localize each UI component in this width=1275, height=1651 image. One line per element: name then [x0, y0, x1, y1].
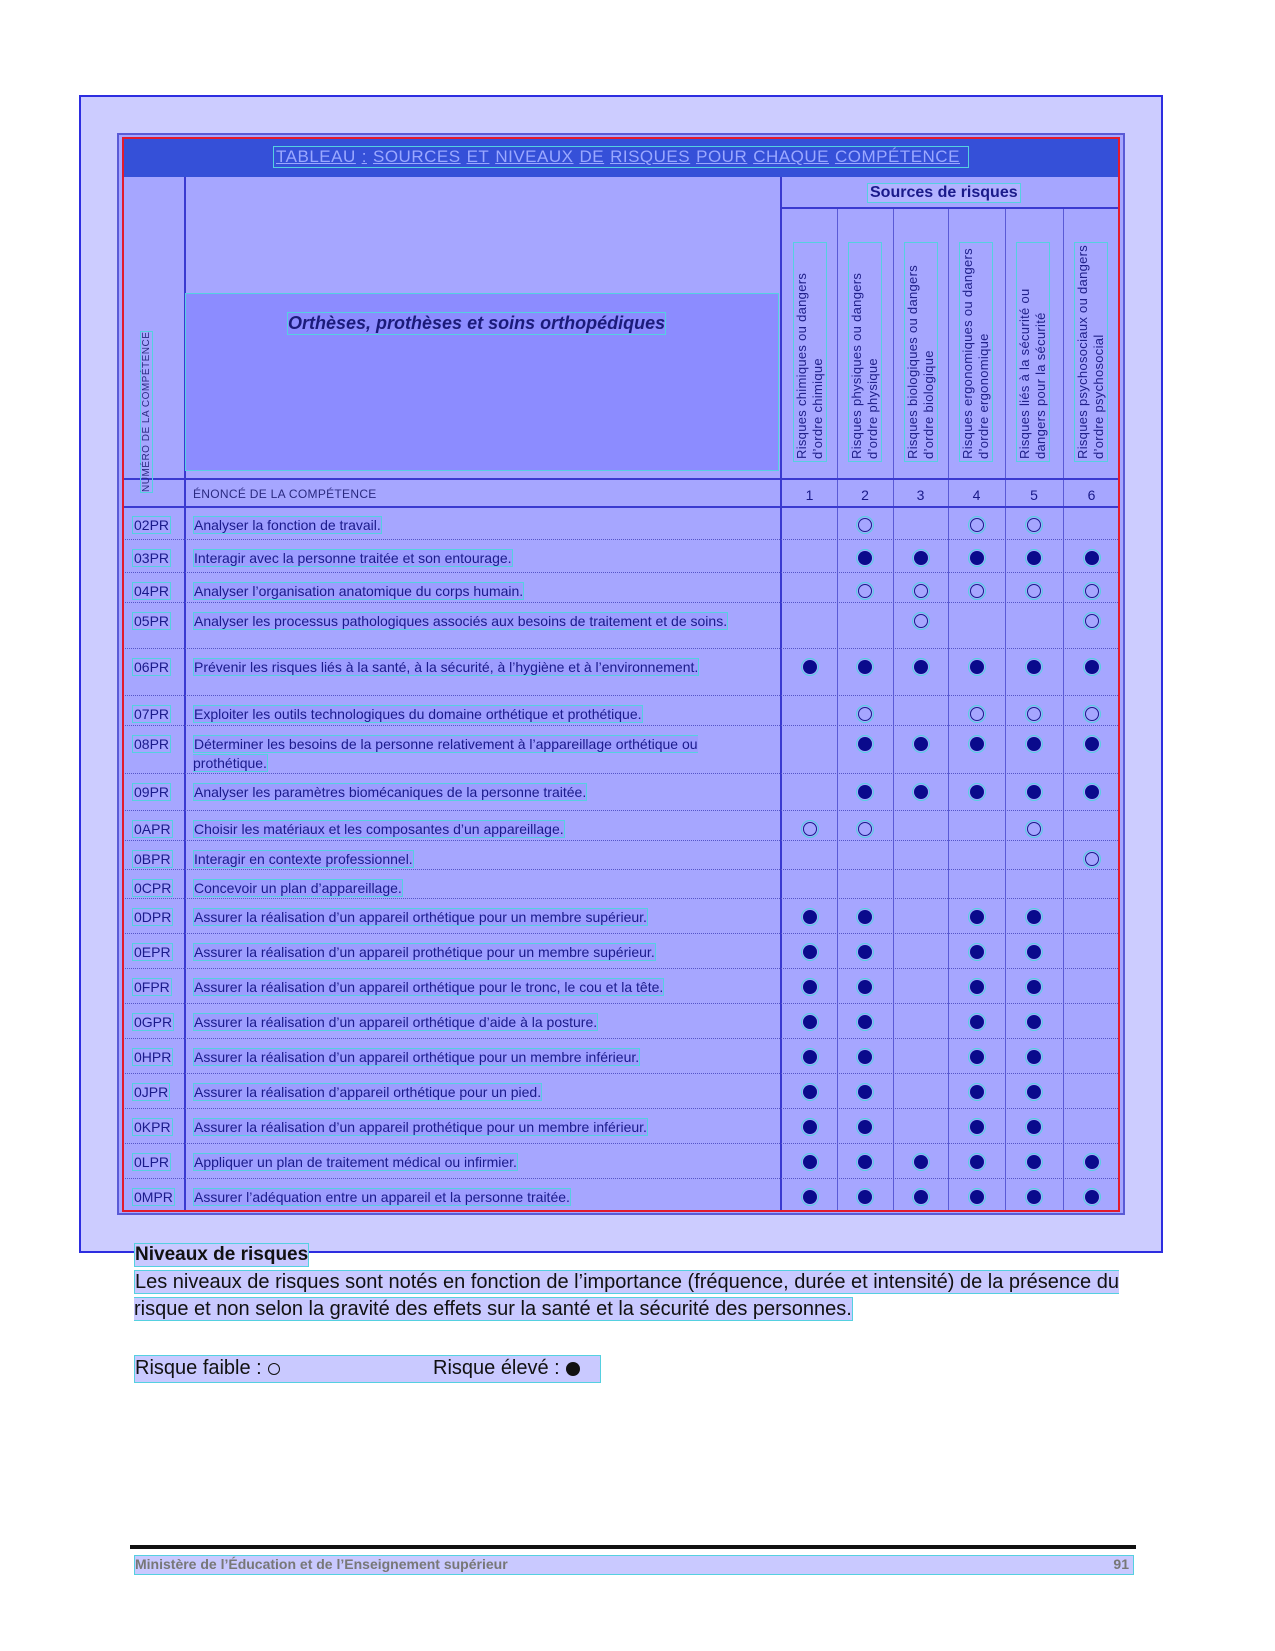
niveaux-title: Niveaux de risques — [135, 1244, 309, 1265]
high-risk-icon — [803, 1085, 817, 1099]
low-risk-icon — [1027, 584, 1041, 598]
competence-code: 05PR — [134, 613, 170, 629]
competence-statement-text: Appliquer un plan de traitement médical ou infirmier. — [194, 1154, 517, 1170]
high-risk-icon — [858, 1015, 872, 1029]
niveaux-paragraph: Les niveaux de risques sont notés en fonction de l’importance (fréquence, durée et intensité) de la présence du risque et non selon la gravité des effets sur la santé et la sécurité des personnes. — [134, 1271, 1119, 1320]
competence-code: 0HPR — [134, 1049, 172, 1065]
high-risk-icon — [1085, 737, 1099, 751]
risk-column-number: 3 — [916, 487, 925, 503]
low-risk-icon — [1085, 584, 1099, 598]
competence-statement-text: Prévenir les risques liés à la santé, à la sécurité, à l’hygiène et à l’environnement. — [194, 659, 699, 675]
high-risk-icon — [1085, 551, 1099, 565]
grid-hline-body — [122, 506, 1120, 508]
table-title-word: TABLEAU — [276, 147, 356, 166]
grid-hline-row — [122, 869, 1120, 870]
high-risk-icon — [1027, 1190, 1041, 1204]
high-risk-icon — [970, 785, 984, 799]
high-risk-icon — [970, 551, 984, 565]
risk-legend — [134, 1355, 601, 1383]
low-risk-icon — [858, 518, 872, 532]
high-risk-icon — [1085, 785, 1099, 799]
high-risk-icon — [1085, 660, 1099, 674]
grid-vline-risk — [1005, 208, 1006, 1212]
competence-statement — [193, 612, 773, 631]
competence-code: 03PR — [134, 550, 170, 566]
grid-hline-row — [122, 1143, 1120, 1144]
competence-statement — [193, 1013, 773, 1032]
footer-rule — [130, 1545, 1136, 1549]
low-risk-icon — [970, 518, 984, 532]
competence-number-header — [126, 293, 152, 493]
competence-code: 0CPR — [134, 880, 172, 896]
competence-number-header-label: NUMÉRO DE LA COMPÉTENCE — [141, 331, 152, 492]
low-risk-icon — [1085, 707, 1099, 721]
low-risk-icon — [914, 584, 928, 598]
competence-statement — [193, 705, 773, 724]
competence-statement — [193, 879, 773, 898]
competence-statement-text: Assurer la réalisation d’un appareil orthétique d’aide à la posture. — [194, 1014, 598, 1030]
high-risk-icon — [970, 980, 984, 994]
risk-column-number: 5 — [1030, 487, 1038, 503]
low-risk-icon — [858, 584, 872, 598]
high-risk-icon — [858, 785, 872, 799]
high-risk-icon — [1027, 945, 1041, 959]
high-risk-icon — [803, 1120, 817, 1134]
high-risk-icon — [1027, 1085, 1041, 1099]
competence-code: 0KPR — [134, 1119, 171, 1135]
high-risk-icon — [970, 1015, 984, 1029]
grid-hline-row — [122, 1038, 1120, 1039]
competence-code: 0GPR — [134, 1014, 173, 1030]
high-risk-icon — [803, 1050, 817, 1064]
table-title-word: RISQUES — [610, 147, 691, 166]
competence-statement — [193, 943, 773, 962]
grid-vline-risk — [893, 208, 894, 1212]
grid-hline-row — [122, 773, 1120, 774]
competence-code: 0JPR — [134, 1084, 169, 1100]
high-risk-icon — [858, 1085, 872, 1099]
competence-code: 0APR — [134, 821, 171, 837]
section-title: Orthèses, prothèses et soins orthopédiques — [288, 313, 666, 333]
niveaux-text — [134, 1269, 1140, 1323]
competence-code: 06PR — [134, 659, 170, 675]
high-risk-icon — [858, 980, 872, 994]
competence-statement — [193, 1083, 773, 1102]
high-risk-icon — [1027, 785, 1041, 799]
risk-column-number: 1 — [805, 487, 814, 503]
competence-statement-text: Assurer la réalisation d’un appareil orthétique pour un membre inférieur. — [194, 1049, 640, 1065]
high-risk-icon — [914, 1155, 928, 1169]
high-risk-icon — [803, 1190, 817, 1204]
risk-column-header — [901, 230, 945, 465]
competence-statement — [193, 908, 773, 927]
risk-column-label: Risques physiques ou dangers d’ordre physique — [848, 242, 882, 462]
high-risk-icon — [1027, 1015, 1041, 1029]
high-risk-icon — [914, 737, 928, 751]
high-risk-icon — [1027, 980, 1041, 994]
high-risk-icon — [1085, 1155, 1099, 1169]
high-risk-icon — [803, 980, 817, 994]
competence-code: 07PR — [134, 706, 170, 722]
competence-code: 02PR — [134, 517, 170, 533]
table-title-word: : — [361, 147, 367, 166]
high-risk-icon — [914, 660, 928, 674]
high-risk-icon — [858, 1120, 872, 1134]
low-risk-icon — [970, 584, 984, 598]
grid-hline-row — [122, 725, 1120, 726]
risk-column-header — [956, 230, 1000, 465]
grid-hline-row — [122, 840, 1120, 841]
table-title-word: DE — [579, 147, 605, 166]
grid-hline-row — [122, 1073, 1120, 1074]
competence-code: 09PR — [134, 784, 170, 800]
grid-vline-risk — [837, 208, 838, 1212]
competence-statement — [193, 978, 773, 997]
low-risk-icon — [268, 1363, 280, 1375]
competence-code: 0EPR — [134, 944, 171, 960]
high-risk-icon — [1027, 1155, 1041, 1169]
table-title-word: CHAQUE — [753, 147, 829, 166]
high-risk-icon — [970, 945, 984, 959]
high-risk-icon — [1027, 1050, 1041, 1064]
high-risk-icon — [803, 945, 817, 959]
high-risk-icon — [803, 1155, 817, 1169]
legend-low — [135, 1357, 280, 1380]
risk-column-label: Risques ergonomiques ou dangers d’ordre ergonomique — [959, 242, 993, 462]
high-risk-icon — [858, 1155, 872, 1169]
grid-hline-row — [122, 602, 1120, 603]
competence-code: 0LPR — [134, 1154, 170, 1170]
page-number: 91 — [1113, 1556, 1129, 1572]
competence-statement — [193, 820, 773, 839]
grid-vline-risk — [948, 208, 949, 1212]
competence-statement — [193, 1048, 773, 1067]
low-risk-icon — [1085, 614, 1099, 628]
risk-column-header — [845, 230, 889, 465]
competence-statement-text: Interagir en contexte professionnel. — [194, 851, 413, 867]
grid-hline-row — [122, 1003, 1120, 1004]
grid-hline-row — [122, 968, 1120, 969]
competence-statement-text: Choisir les matériaux et les composantes d’un appareillage. — [194, 821, 564, 837]
risk-column-number: 2 — [861, 487, 869, 503]
high-risk-icon — [970, 1190, 984, 1204]
table-title-word: ET — [466, 147, 490, 166]
risk-column-header — [1071, 230, 1115, 465]
grid-hline-row — [122, 648, 1120, 649]
table-title-bar — [122, 137, 1120, 177]
grid-hline-sources — [780, 207, 1120, 209]
risk-column-label: Risques liés à la sécurité ou dangers pour la sécurité — [1016, 242, 1050, 462]
high-risk-icon — [970, 910, 984, 924]
risk-column-header — [1013, 230, 1057, 465]
high-risk-icon — [803, 660, 817, 674]
competence-statement-text: Concevoir un plan d’appareillage. — [194, 880, 402, 896]
high-risk-icon — [803, 910, 817, 924]
low-risk-icon — [1027, 707, 1041, 721]
competence-statement-text: Analyser la fonction de travail. — [194, 517, 381, 533]
high-risk-icon — [970, 1120, 984, 1134]
high-risk-icon — [858, 551, 872, 565]
high-risk-icon — [1027, 910, 1041, 924]
grid-hline-header — [122, 478, 1120, 480]
competence-statement-text: Analyser les processus pathologiques associés aux besoins de traitement et de soins. — [194, 613, 728, 629]
competence-code: 04PR — [134, 583, 170, 599]
grid-hline-row — [122, 1108, 1120, 1109]
high-risk-icon — [970, 1155, 984, 1169]
high-risk-icon — [858, 660, 872, 674]
risk-column-label: Risques psychosociaux ou dangers d’ordre psychosocial — [1074, 242, 1108, 462]
risk-column-number: 6 — [1087, 487, 1096, 503]
high-risk-icon — [566, 1362, 580, 1376]
grid-hline-row — [122, 539, 1120, 540]
risk-column-header — [790, 230, 834, 465]
low-risk-icon — [803, 822, 817, 836]
competence-statement-text: Exploiter les outils technologiques du domaine orthétique et prothétique. — [194, 706, 642, 722]
high-risk-icon — [858, 1050, 872, 1064]
competence-statement-text: Assurer la réalisation d’un appareil orthétique pour un membre supérieur. — [194, 909, 647, 925]
competence-statement-text: Assurer la réalisation d’un appareil orthétique pour le tronc, le cou et la tête. — [194, 979, 664, 995]
legend-low-label: Risque faible : — [135, 1357, 262, 1379]
high-risk-icon — [858, 737, 872, 751]
enonce-header: ÉNONCÉ DE LA COMPÉTENCE — [193, 487, 377, 501]
footer-text: Ministère de l’Éducation et de l’Enseignement supérieur — [135, 1556, 508, 1572]
low-risk-icon — [914, 614, 928, 628]
competence-statement-text: Assurer la réalisation d’appareil orthétique pour un pied. — [194, 1084, 542, 1100]
grid-hline-row — [122, 572, 1120, 573]
high-risk-icon — [1085, 1190, 1099, 1204]
grid-vline-risk — [1063, 208, 1064, 1212]
grid-hline-row — [122, 1178, 1120, 1179]
competence-statement — [193, 658, 773, 677]
grid-hline-row — [122, 695, 1120, 696]
high-risk-icon — [858, 1190, 872, 1204]
low-risk-icon — [1027, 822, 1041, 836]
low-risk-icon — [858, 707, 872, 721]
competence-statement — [193, 549, 773, 568]
legend-high-label: Risque élevé : — [433, 1357, 560, 1379]
competence-statement-text: Assurer la réalisation d’un appareil prothétique pour un membre inférieur. — [194, 1119, 647, 1135]
low-risk-icon — [970, 707, 984, 721]
grid-hline-row — [122, 898, 1120, 899]
high-risk-icon — [914, 1190, 928, 1204]
competence-statement — [193, 1153, 773, 1172]
competence-statement — [193, 1118, 773, 1137]
high-risk-icon — [970, 1050, 984, 1064]
high-risk-icon — [858, 945, 872, 959]
high-risk-icon — [970, 1085, 984, 1099]
high-risk-icon — [970, 737, 984, 751]
sources-title: Sources de risques — [867, 183, 1021, 203]
competence-statement — [193, 783, 773, 802]
risk-column-label: Risques chimiques ou dangers d’ordre chimique — [793, 242, 827, 462]
low-risk-icon — [1085, 852, 1099, 866]
competence-statement-text: Assurer la réalisation d’un appareil prothétique pour un membre supérieur. — [194, 944, 655, 960]
high-risk-icon — [914, 551, 928, 565]
high-risk-icon — [970, 660, 984, 674]
high-risk-icon — [1027, 737, 1041, 751]
table-title-word: COMPÉTENCE — [834, 147, 960, 166]
competence-statement-text: Déterminer les besoins de la personne relativement à l’appareillage orthétique ou prothétique. — [193, 736, 698, 771]
high-risk-icon — [1027, 1120, 1041, 1134]
footer — [134, 1555, 1134, 1575]
risk-column-number: 4 — [972, 487, 981, 503]
competence-code: 0MPR — [134, 1189, 173, 1205]
competence-statement-text: Assurer l’adéquation entre un appareil et la personne traitée. — [194, 1189, 570, 1205]
table-title-word: POUR — [696, 147, 748, 166]
high-risk-icon — [858, 910, 872, 924]
grid-hline-row — [122, 933, 1120, 934]
competence-statement — [193, 850, 773, 869]
competence-code: 0BPR — [134, 851, 171, 867]
competence-statement-text: Analyser l’organisation anatomique du corps humain. — [194, 583, 524, 599]
table-title — [273, 146, 969, 168]
legend-high — [433, 1357, 580, 1380]
competence-statement-text: Analyser les paramètres biomécaniques de la personne traitée. — [194, 784, 587, 800]
low-risk-icon — [858, 822, 872, 836]
competence-statement — [193, 516, 773, 535]
high-risk-icon — [1027, 551, 1041, 565]
grid-hline-row — [122, 810, 1120, 811]
table-title-word: NIVEAUX — [495, 147, 574, 166]
competence-code: 0DPR — [134, 909, 172, 925]
low-risk-icon — [1027, 518, 1041, 532]
competence-code: 0FPR — [134, 979, 170, 995]
table-title-word: SOURCES — [373, 147, 461, 166]
high-risk-icon — [914, 785, 928, 799]
risk-column-label: Risques biologiques ou dangers d’ordre biologique — [904, 242, 938, 462]
competence-code: 08PR — [134, 736, 170, 752]
high-risk-icon — [803, 1015, 817, 1029]
competence-statement — [193, 735, 773, 773]
competence-statement — [193, 1188, 773, 1207]
competence-statement-text: Interagir avec la personne traitée et son entourage. — [194, 550, 512, 566]
high-risk-icon — [1027, 660, 1041, 674]
competence-statement — [193, 582, 773, 601]
